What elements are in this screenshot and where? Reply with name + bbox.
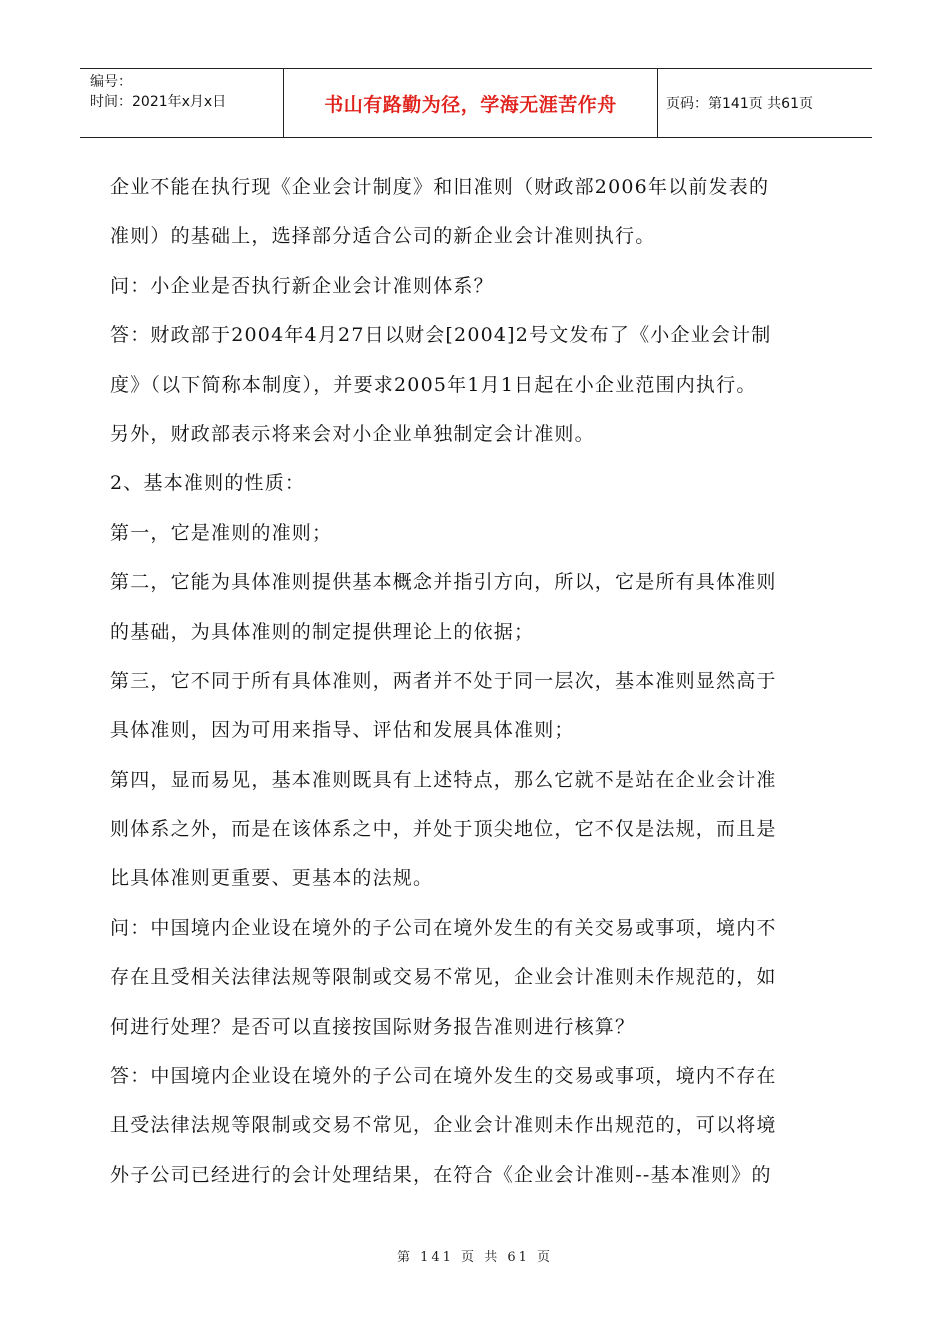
body-line: 存在且受相关法律法规等限制或交易不常见，企业会计准则未作规范的，如 xyxy=(110,966,777,989)
body-line: 第四，显而易见，基本准则既具有上述特点，那么它就不是站在企业会计准 xyxy=(110,768,777,791)
body-line: 的基础，为具体准则的制定提供理论上的依据； xyxy=(110,620,535,643)
header-page-cell xyxy=(658,69,872,137)
body-line: 答：中国境内企业设在境外的子公司在境外发生的交易或事项，境内不存在 xyxy=(110,1065,777,1088)
body-line: 且受法律法规等限制或交易不常见，企业会计准则未作出规范的，可以将境 xyxy=(110,1114,777,1137)
body-line: 比具体准则更重要、更基本的法规。 xyxy=(110,867,434,890)
body-line: 答：财政部于2004年4月27日以财会[2004]2号文发布了《小企业会计制 xyxy=(110,324,772,347)
body-line: 准则）的基础上，选择部分适合公司的新企业会计准则执行。 xyxy=(110,225,656,248)
body-line: 第二，它能为具体准则提供基本概念并指引方向，所以，它是所有具体准则 xyxy=(110,571,777,594)
body-line: 具体准则，因为可用来指导、评估和发展具体准则； xyxy=(110,719,575,742)
body-line: 则体系之外，而是在该体系之中，并处于顶尖地位，它不仅是法规，而且是 xyxy=(110,818,777,841)
body-line: 第三，它不同于所有具体准则，两者并不处于同一层次，基本准则显然高于 xyxy=(110,669,777,692)
header-motto: 书山有路勤为径，学海无涯苦作舟 xyxy=(324,93,617,116)
header-page-code: 页码：第141页 共61页 xyxy=(666,96,813,112)
body-line: 第一，它是准则的准则； xyxy=(110,521,333,544)
body-line: 何进行处理？是否可以直接按国际财务报告准则进行核算？ xyxy=(110,1015,636,1038)
header-motto-cell xyxy=(284,69,658,137)
body-line: 外子公司已经进行的会计处理结果，在符合《企业会计准则--基本准则》的 xyxy=(110,1163,772,1186)
body-line: 问：中国境内企业设在境外的子公司在境外发生的有关交易或事项，境内不 xyxy=(110,916,777,939)
header-meta-cell xyxy=(80,69,284,137)
document-header xyxy=(80,68,872,138)
body-line: 问：小企业是否执行新企业会计准则体系？ xyxy=(110,274,494,297)
document-number-label: 编号： xyxy=(90,74,132,90)
document-time-label: 时间：2021年x月x日 xyxy=(90,94,227,110)
body-line: 另外，财政部表示将来会对小企业单独制定会计准则。 xyxy=(110,422,595,445)
document-body xyxy=(110,163,850,1200)
body-line: 度》（以下简称本制度），并要求2005年1月1日起在小企业范围内执行。 xyxy=(110,373,757,396)
page-footer: 第 141 页 共 61 页 xyxy=(396,1250,554,1265)
body-line: 企业不能在执行现《企业会计制度》和旧准则（财政部2006年以前发表的 xyxy=(110,176,770,198)
body-line: 2、基本准则的性质： xyxy=(110,472,306,495)
